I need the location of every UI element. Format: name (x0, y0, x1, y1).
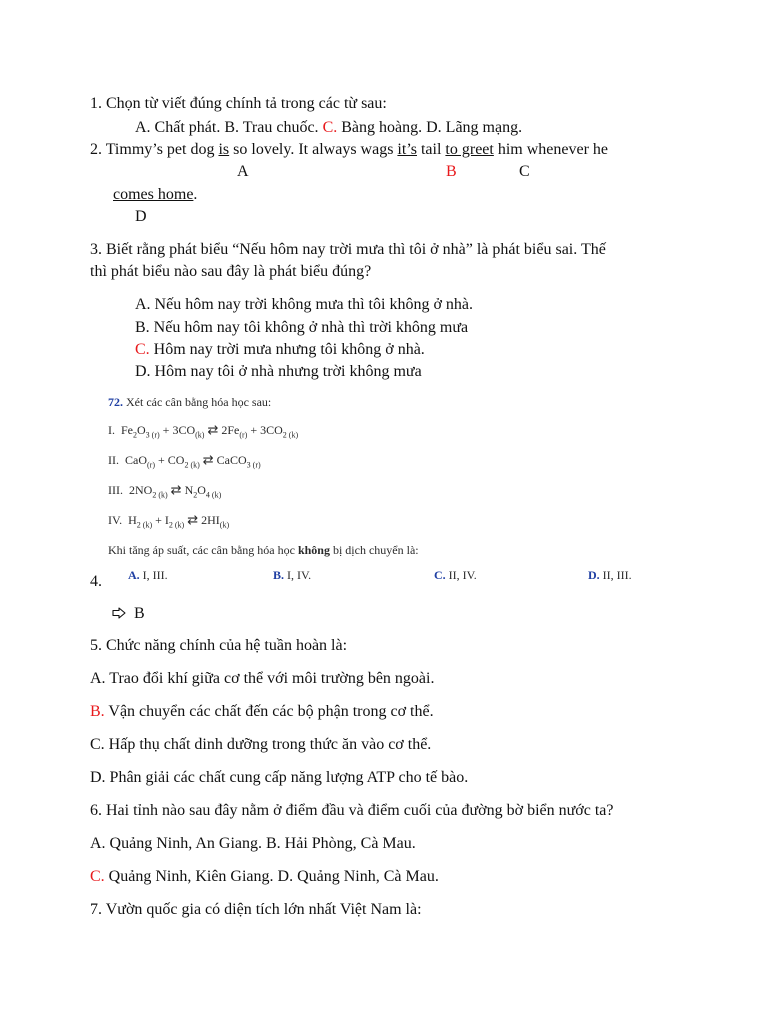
q4-eq2-label: II. (108, 453, 119, 467)
q3-option-c (135, 340, 425, 360)
q4-embed-equation-2: II. $CaO_{(r)} + CO_{2 (k)}$ ⇄ CaCO$_{3 (r)}$ (108, 453, 261, 470)
q4-embed-equation-3: III. $2NO_{2 (k)}$ ⇄ $N_2O_{4 (k)}$ (108, 483, 222, 500)
q5-question: 5. Chức năng chính của hệ tuần hoàn là: (90, 637, 348, 654)
q6-option-c-text: Quảng Ninh, Kiên Giang. D. Quảng Ninh, Cà Mau. (104, 868, 439, 885)
q3-option-b: B. Nếu hôm nay tôi không ở nhà thì trời không mưa (135, 319, 469, 336)
q4-answer (112, 604, 145, 625)
q1-option-d: D. Lãng mạng. (426, 119, 523, 136)
q2-label-a: A (237, 163, 249, 180)
q1-option-a: A. Chất phát. (135, 119, 221, 136)
q4-prompt-pre: Khi tăng áp suất, các cân bằng hóa học (108, 543, 298, 557)
q2-sentence-line2 (113, 185, 197, 205)
q2-text-3: tail (416, 141, 446, 158)
arrow-right-outline-icon (112, 605, 126, 625)
q2-underlined-b: it’s (397, 141, 417, 158)
q4-embedded-question-image (108, 392, 668, 588)
q6-options-line2 (90, 867, 439, 887)
q5-option-b-text: Vận chuyển các chất đến các bộ phận trong cơ thể. (104, 703, 434, 720)
q3-option-c-letter: C. (135, 341, 150, 358)
q4-opt-c-text: II, IV. (445, 568, 477, 582)
q6-question: 6. Hai tỉnh nào sau đây nằm ở điểm đầu và điểm cuối của đường bờ biển nước ta? (90, 802, 614, 819)
q4-prompt-bold: không (297, 543, 330, 557)
q5-option-a: A. Trao đổi khí giữa cơ thể với môi trường bên ngoài. (90, 670, 435, 687)
q4-opt-d-text: II, III. (599, 568, 632, 582)
q4-opt-a-text: I, III. (139, 568, 168, 582)
q4-embed-title-text: Xét các cân bằng hóa học sau: (123, 395, 272, 409)
q4-embed-qnum: 72. (108, 395, 123, 409)
q2-text-2: so lovely. It always wags (229, 141, 398, 158)
q2-label-d: D (135, 208, 147, 225)
q4-eq1-label: I. (108, 423, 115, 437)
q4-opt-b-letter: B. (273, 568, 285, 582)
q3-question-line2: thì phát biểu nào sau đây là phát biểu đúng? (90, 263, 372, 280)
q2-sentence-line1 (90, 140, 608, 160)
q1-options (135, 118, 522, 138)
q4-eq3-label: III. (108, 483, 123, 497)
q2-label-b: B (446, 163, 457, 180)
q4-embed-title (108, 394, 271, 410)
q5-option-b (90, 702, 434, 722)
q4-opt-c-letter: C. (434, 568, 446, 582)
q4-embed-option-c (434, 568, 477, 583)
q3-option-a: A. Nếu hôm nay trời không mưa thì tôi không ở nhà. (135, 296, 473, 313)
q4-embed-equation-1: I. $Fe_2O_{3 (r)} + 3CO_{(k)}$ ⇄ $2Fe_{(r)} + 3CO_{2 (k)}$ (108, 423, 299, 440)
q2-underlined-c: to greet (445, 141, 494, 158)
q5-option-b-letter: B. (90, 703, 105, 720)
q2-underlined-a: is (218, 141, 230, 158)
q2-underlined-d: comes home (113, 186, 194, 203)
q1-option-b: B. Trau chuốc. (224, 119, 319, 136)
q2-text-1: 2. Timmy’s pet dog (90, 141, 219, 158)
q1-option-c-text: Bàng hoàng. (341, 119, 423, 136)
q4-eq4-label: IV. (108, 513, 123, 527)
q7-question: 7. Vườn quốc gia có diện tích lớn nhất Việt Nam là: (90, 901, 422, 918)
q6-option-c-letter: C. (90, 868, 105, 885)
q4-embed-option-d (588, 568, 632, 583)
q3-question-line1: 3. Biết rằng phát biểu “Nếu hôm nay trời mưa thì tôi ở nhà” là phát biểu sai. Thế (90, 241, 606, 258)
q2-text-4: him whenever he (493, 141, 609, 158)
q4-opt-b-text: I, IV. (284, 568, 312, 582)
q4-opt-d-letter: D. (588, 568, 600, 582)
q4-embed-option-b (273, 568, 311, 583)
q6-options-line1: A. Quảng Ninh, An Giang. B. Hải Phòng, Cà Mau. (90, 835, 416, 852)
q4-embed-prompt (108, 542, 419, 558)
q2-period: . (193, 186, 198, 203)
q4-embed-option-a (128, 568, 168, 583)
q4-opt-a-letter: A. (128, 568, 140, 582)
q5-option-c: C. Hấp thụ chất dinh dưỡng trong thức ăn vào cơ thể. (90, 736, 432, 753)
q4-answer-letter: B (134, 605, 145, 622)
q4-embed-equation-4: IV. $H_{2 (k)} + I_{2 (k)}$ ⇄ $2HI_{(k)}$ (108, 513, 230, 530)
q1-option-c-letter: C. (322, 119, 338, 136)
q1-question: 1. Chọn từ viết đúng chính tả trong các từ sau: (90, 95, 387, 112)
q5-option-d: D. Phân giải các chất cung cấp năng lượng ATP cho tế bào. (90, 769, 469, 786)
q3-option-c-text: Hôm nay trời mưa nhưng tôi không ở nhà. (149, 341, 425, 358)
q4-prompt-post: bị dịch chuyển là: (329, 543, 419, 557)
q3-option-d: D. Hôm nay tôi ở nhà nhưng trời không mưa (135, 363, 422, 380)
q2-label-c: C (519, 163, 530, 180)
q4-number: 4. (90, 573, 102, 590)
